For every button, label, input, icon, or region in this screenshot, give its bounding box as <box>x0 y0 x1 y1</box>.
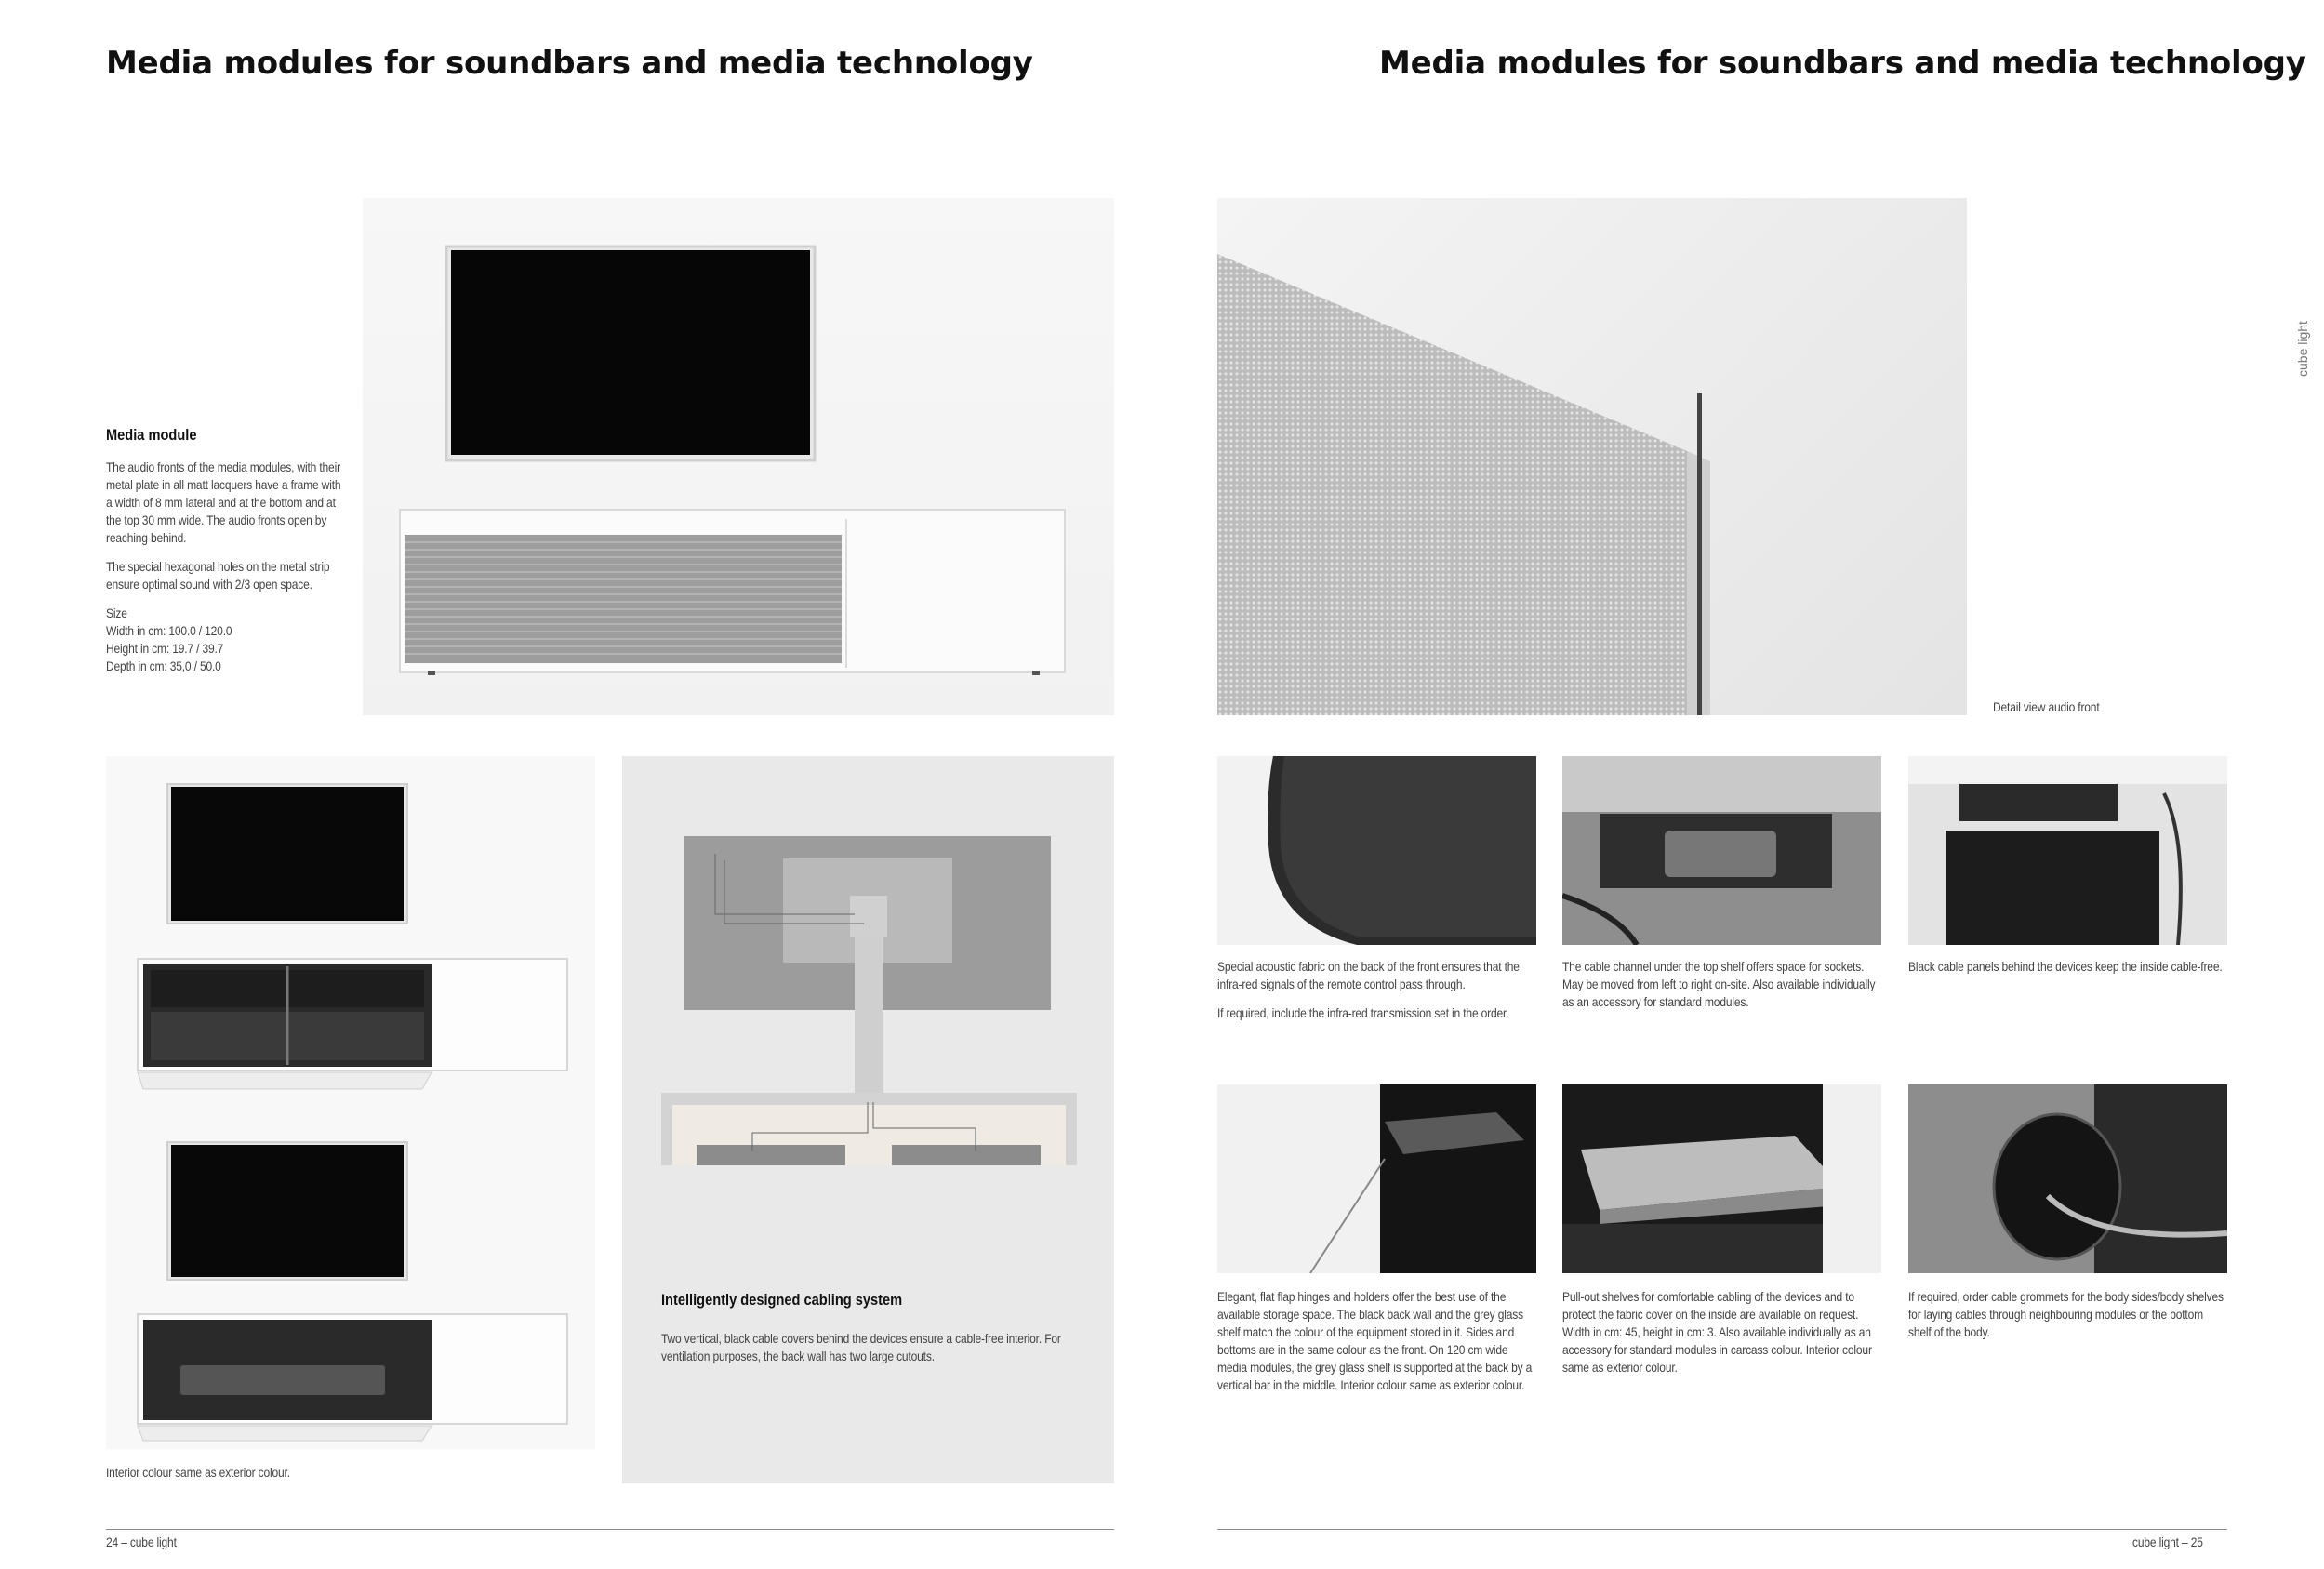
acoustic-fabric-photo <box>1217 756 1536 945</box>
size-width: Width in cm: 100.0 / 120.0 <box>106 623 232 638</box>
left-page-title: Media modules for soundbars and media technology <box>106 45 1033 82</box>
flap-hinges-caption: Elegant, flat flap hinges and holders offer the best use of the available storage space. The black back wall and the grey glass shelf match the colour of the equipment stored in it. Sides and bottoms are in the same colour as the front. On 120 cm wide media modules, the grey glass shelf is supported at the back by a vertical bar in the middle. Interior colour same as exterior colour. <box>1217 1289 1533 1392</box>
right-page-title: Media modules for soundbars and media technology <box>1379 45 2306 82</box>
media-module-description <box>106 459 346 675</box>
acoustic-fabric-illustration <box>1217 756 1536 945</box>
cabling-text: Two vertical, black cable covers behind the devices ensure a cable-free interior. For ventilation purposes, the back wall has two large cutouts. <box>661 1331 1061 1363</box>
interior-colour-caption: Interior colour same as exterior colour. <box>106 1465 290 1480</box>
pull-out-shelves-caption: Pull-out shelves for comfortable cabling of the devices and to protect the fabric cover on the inside are available on request. Width in cm: 45, height in cm: 3. Also available individually as an accessory for standard modules in carcass colour. Interior colour same as exterior colour. <box>1562 1289 1872 1375</box>
acoustic-fabric-caption <box>1217 958 1535 1033</box>
audio-front-detail-illustration <box>1217 198 1967 715</box>
flap-hinges-illustration <box>1217 1084 1536 1273</box>
cable-channel-illustration <box>1562 756 1881 945</box>
cable-grommet-illustration <box>1908 1084 2227 1273</box>
cable-panels-caption: Black cable panels behind the devices keep the inside cable-free. <box>1908 959 2223 974</box>
cabling-heading: Intelligently designed cabling system <box>661 1291 903 1309</box>
size-depth: Depth in cm: 35,0 / 50.0 <box>106 658 221 673</box>
right-page-footer: cube light – 25 <box>2132 1535 2203 1549</box>
pull-out-shelves-illustration <box>1562 1084 1881 1273</box>
flap-hinges-photo <box>1217 1084 1536 1273</box>
media-module-photo <box>363 198 1114 715</box>
left-page-footer: 24 – cube light <box>106 1535 177 1549</box>
media-module-text <box>106 426 357 675</box>
detail-view-caption: Detail view audio front <box>1993 699 2100 714</box>
cable-panels-photo <box>1908 756 2227 945</box>
right-footer-rule <box>1217 1529 2227 1530</box>
cable-channel-caption: The cable channel under the top shelf offers space for sockets. May be moved from left to right on-site. Also available individually as an accessory for standard modules. <box>1562 959 1876 1009</box>
open-modules-illustration <box>106 756 595 1449</box>
cabling-diagram <box>622 756 1114 1165</box>
side-section-label: cube light <box>2295 321 2310 377</box>
left-footer-rule <box>106 1529 1114 1530</box>
media-module-paragraph-2: The special hexagonal holes on the metal strip ensure optimal sound with 2/3 open space. <box>106 559 330 592</box>
open-modules-photo <box>106 756 595 1449</box>
cable-grommet-caption: If required, order cable grommets for the body sides/body shelves for laying cables through neighbouring modules or the bottom shelf of the body. <box>1908 1289 2224 1339</box>
size-label: Size <box>106 605 127 620</box>
size-height: Height in cm: 19.7 / 39.7 <box>106 641 224 656</box>
media-module-illustration <box>363 198 1114 715</box>
cable-panels-illustration <box>1908 756 2227 945</box>
audio-front-detail-photo <box>1217 198 1967 715</box>
cable-channel-photo <box>1562 756 1881 945</box>
cabling-diagram-panel <box>622 756 1114 1483</box>
pull-out-shelves-photo <box>1562 1084 1881 1273</box>
media-module-paragraph-1: The audio fronts of the media modules, with their metal plate in all matt lacquers have a frame with a width of 8 mm lateral and at the bottom and at the top 30 mm wide. The audio fronts open by reaching behind. <box>106 459 341 545</box>
media-module-heading: Media module <box>106 426 197 444</box>
acoustic-fabric-caption-2: If required, include the infra-red transmission set in the order. <box>1217 1005 1509 1020</box>
acoustic-fabric-caption-1: Special acoustic fabric on the back of the front ensures that the infra-red signals of the remote control pass through. <box>1217 959 1520 991</box>
cable-grommet-photo <box>1908 1084 2227 1273</box>
